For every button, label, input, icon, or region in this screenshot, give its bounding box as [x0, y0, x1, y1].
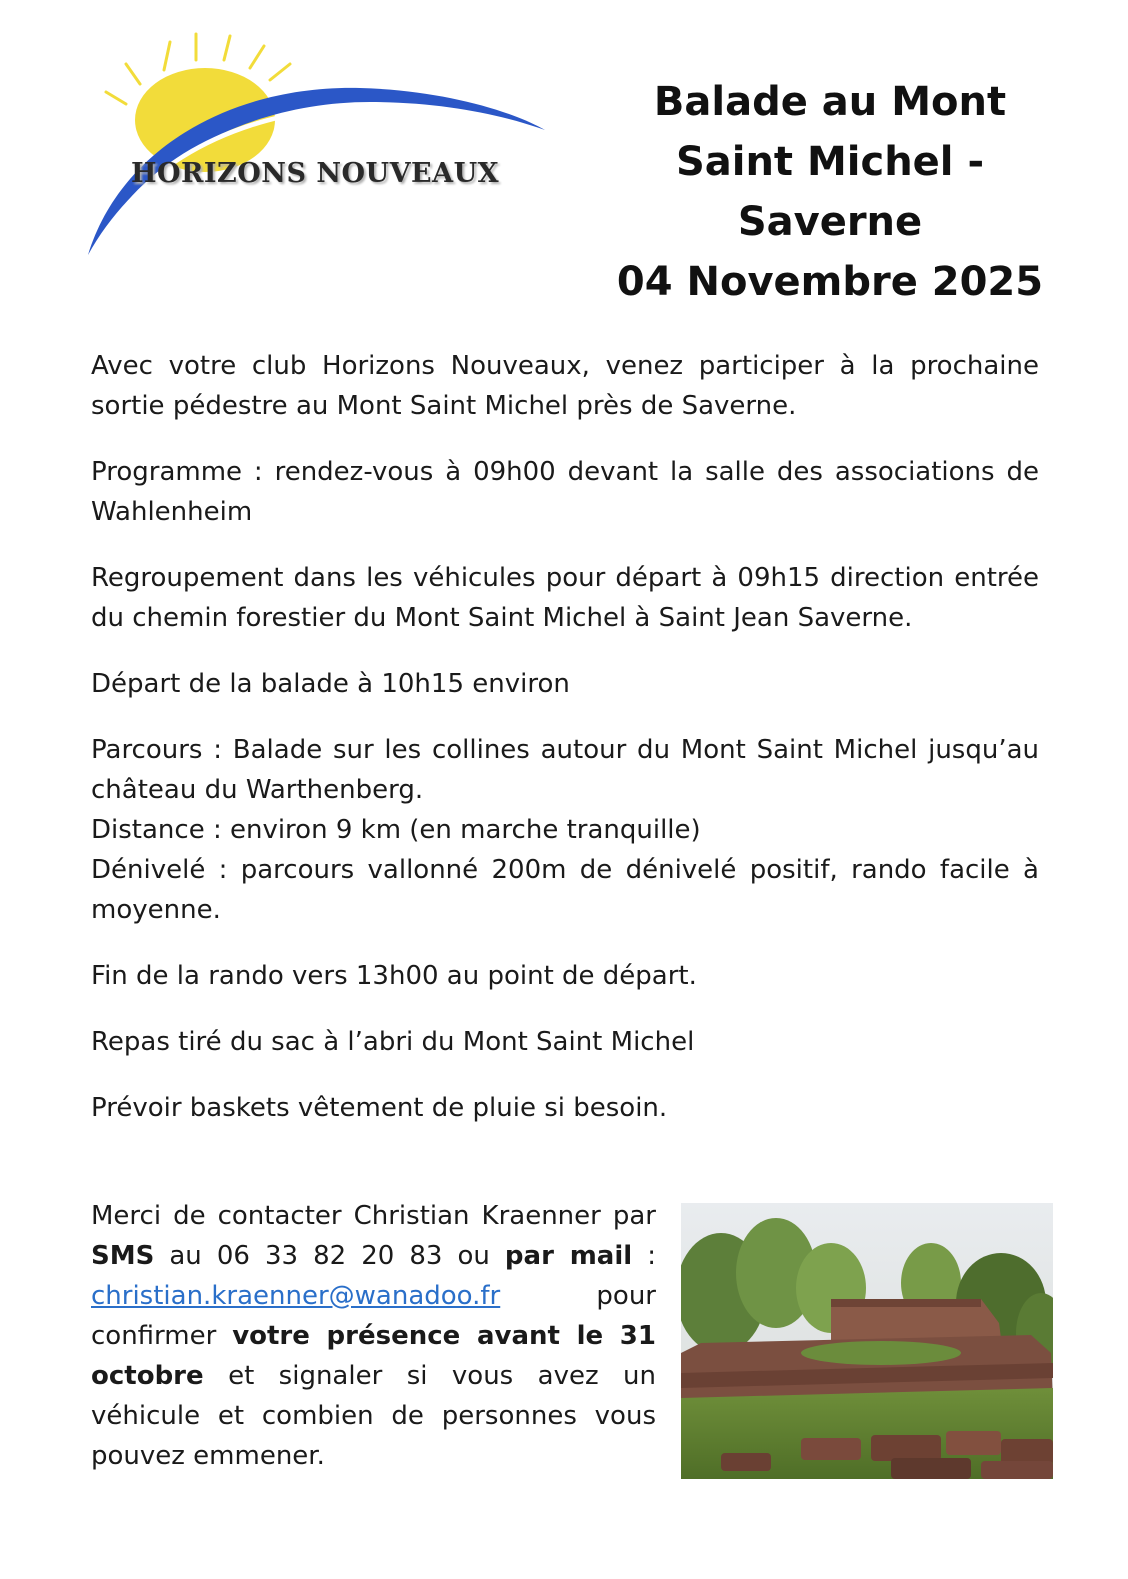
contact-text-3: :: [632, 1241, 656, 1271]
programme-paragraph: Programme : rendez-vous à 09h00 devant la salle des associations de Wahlenheim: [91, 457, 1039, 527]
regroupement-paragraph: Regroupement dans les véhicules pour départ à 09h15 direction entrée du chemin forestier du Mont Saint Michel à Saint Jean Saverne.: [91, 563, 1039, 633]
title-date: 04 Novembre 2025: [616, 259, 1044, 305]
title-line-1: Balade au Mont: [653, 79, 1007, 125]
logo: [80, 30, 560, 260]
page-title: [600, 72, 1060, 312]
depart-paragraph: Départ de la balade à 10h15 environ: [91, 669, 570, 699]
prevoir-paragraph: Prévoir baskets vêtement de pluie si besoin.: [91, 1093, 668, 1123]
title-line-2: Saint Michel -: [675, 139, 985, 185]
body-text: [91, 346, 1039, 1154]
contact-text-2: au 06 33 82 20 83 ou: [154, 1241, 505, 1271]
repas-paragraph: Repas tiré du sac à l’abri du Mont Saint Michel: [91, 1027, 695, 1057]
fin-paragraph: Fin de la rando vers 13h00 au point de départ.: [91, 961, 697, 991]
email-link[interactable]: christian.kraenner@wanadoo.fr: [91, 1281, 501, 1311]
contact-text-4: pour confirmer: [91, 1281, 656, 1351]
contact-paragraph: [91, 1196, 656, 1476]
denivele-paragraph: Dénivelé : parcours vallonné 200m de dénivelé positif, rando facile à moyenne.: [91, 855, 1039, 925]
contact-sms: SMS: [91, 1241, 155, 1271]
contact-text-5: et signaler si vous avez un véhicule et combien de personnes vous pouvez emmener.: [91, 1361, 656, 1471]
logo-text: HORIZONS NOUVEAUX: [130, 158, 500, 189]
intro-paragraph: Avec votre club Horizons Nouveaux, venez participer à la prochaine sortie pédestre au Mont Saint Michel près de Saverne.: [91, 351, 1039, 421]
distance-paragraph: Distance : environ 9 km (en marche tranquille): [91, 815, 701, 845]
parcours-paragraph: Parcours : Balade sur les collines autour du Mont Saint Michel jusqu’au château du Warthenberg.: [91, 735, 1039, 805]
contact-deadline: votre présence avant le 31 octobre: [91, 1321, 656, 1391]
castle-ruins-photo: [681, 1203, 1053, 1479]
contact-text-1: Merci de contacter Christian Kraenner par: [91, 1201, 656, 1231]
sun-horizon-logo-icon: [80, 30, 560, 260]
title-line-3: Saverne: [737, 199, 923, 245]
contact-par-mail: par mail: [504, 1241, 633, 1271]
